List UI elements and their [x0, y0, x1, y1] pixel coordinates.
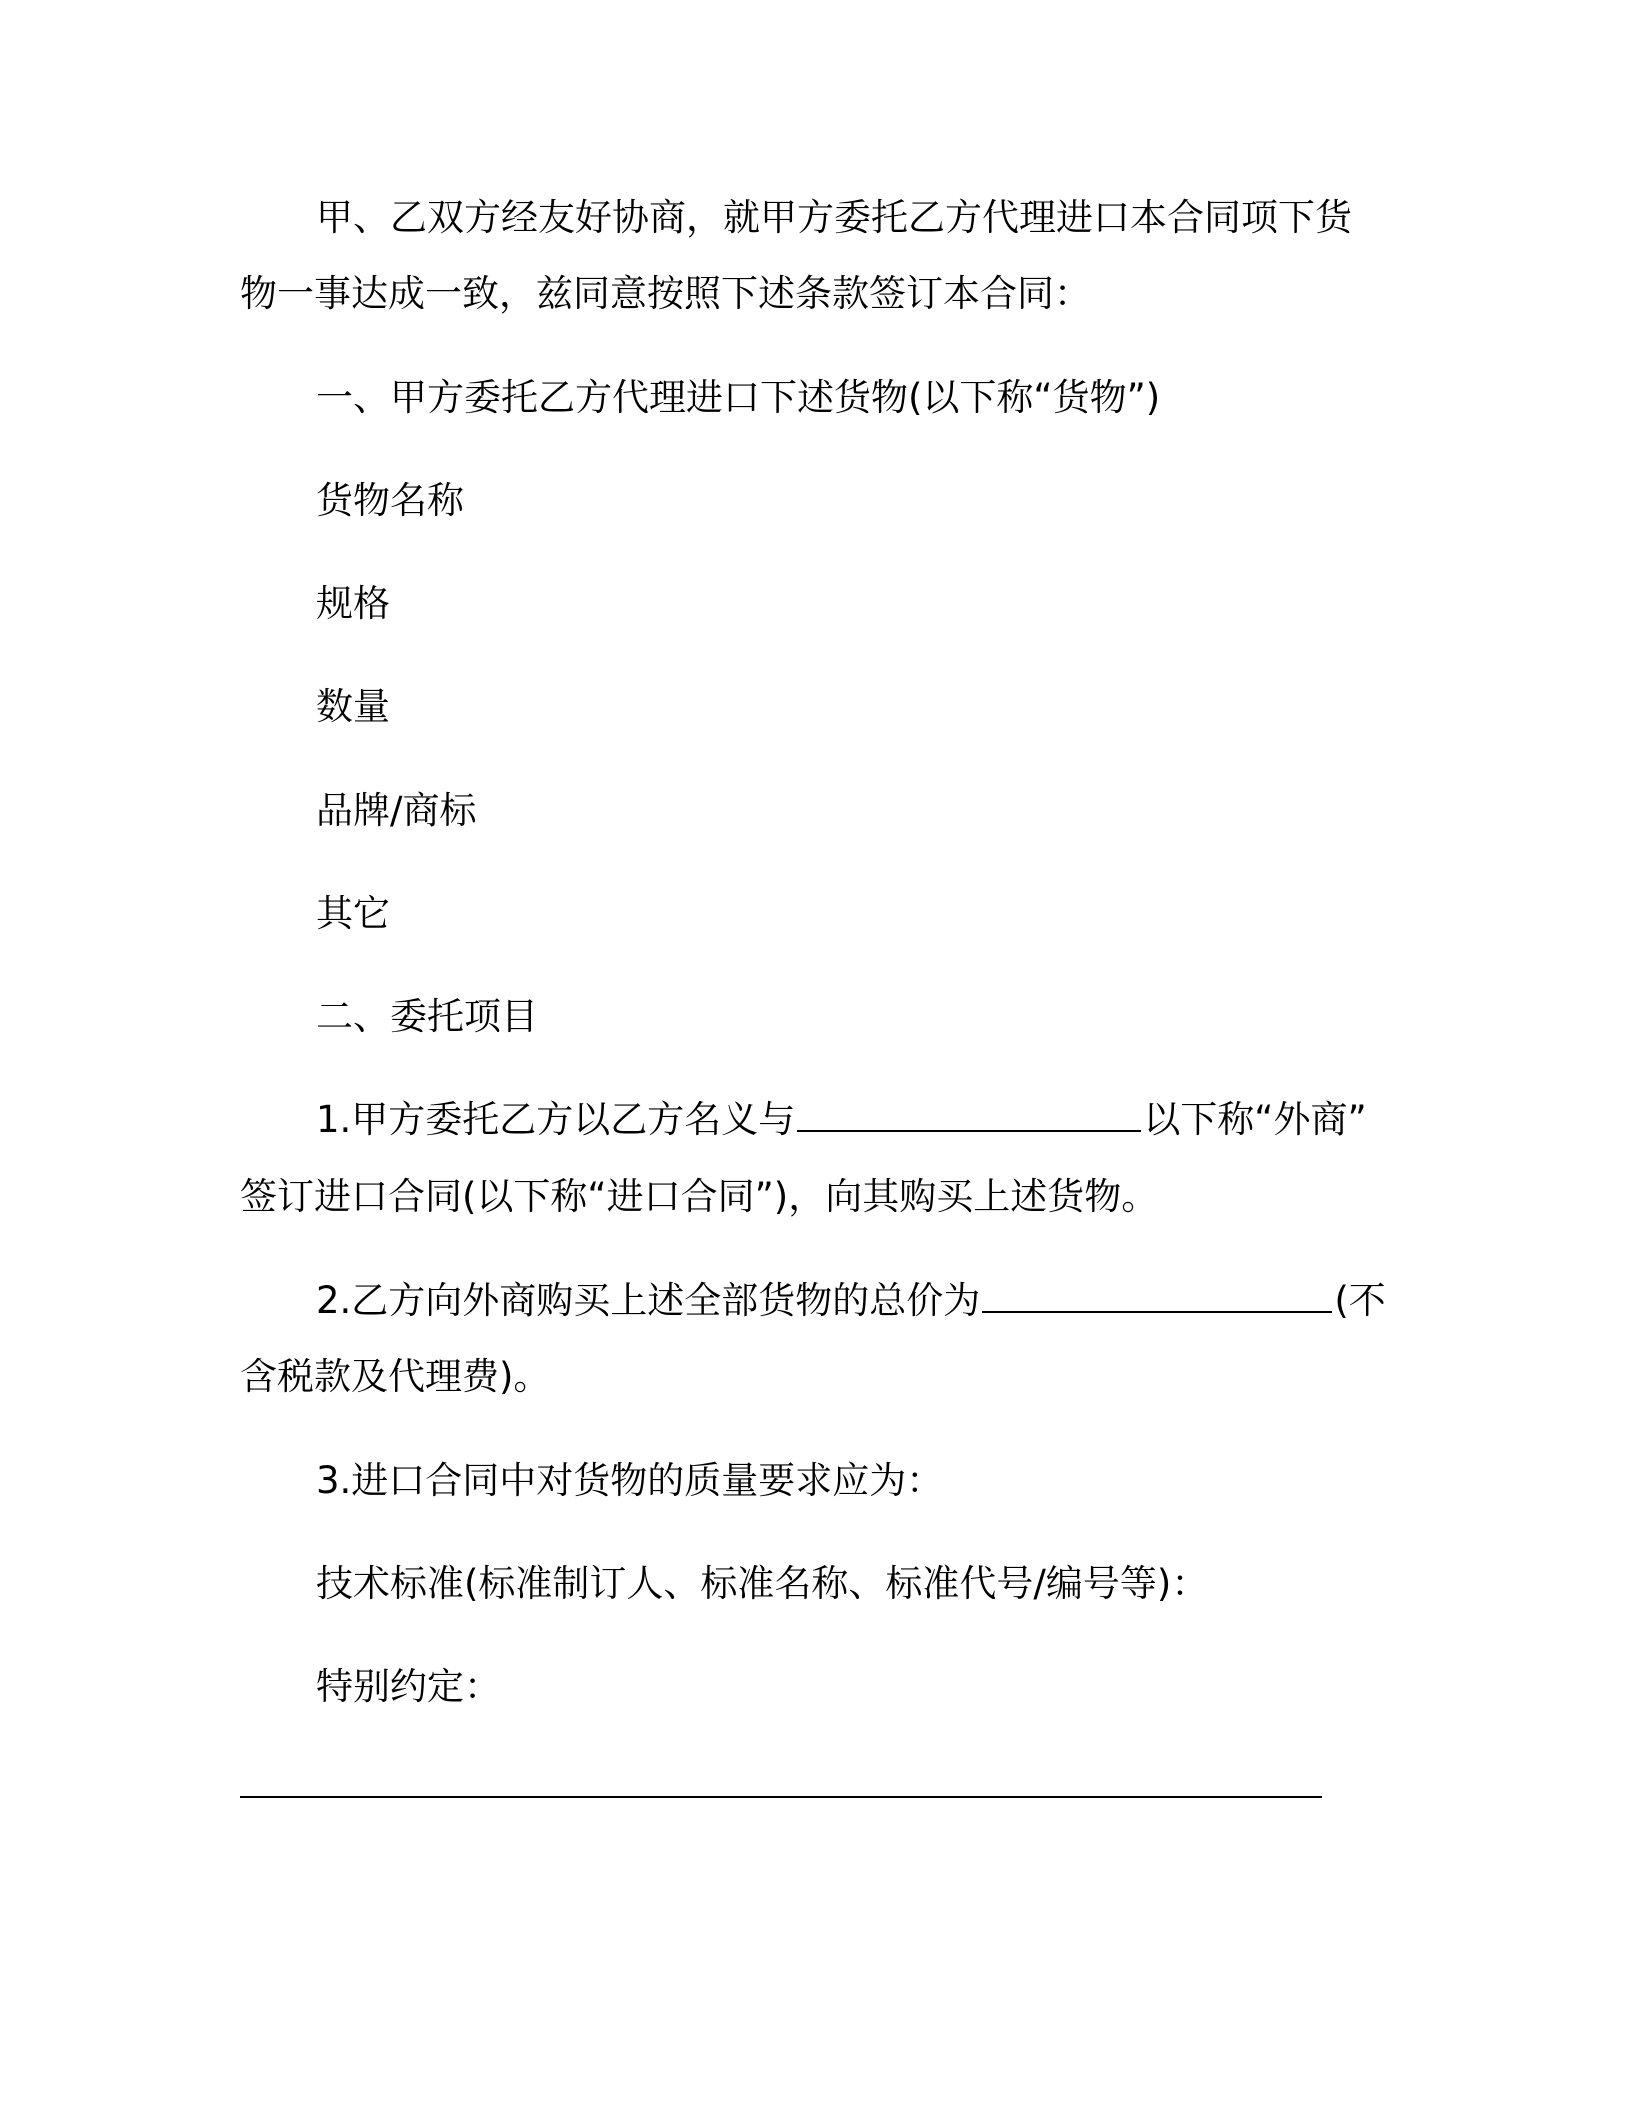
item-1-text-a: 1.甲方委托乙方以乙方名义与	[316, 1098, 796, 1141]
section-2-heading: 二、委托项目	[316, 995, 538, 1038]
intro-line-1: 甲、乙双方经友好协商，就甲方委托乙方代理进口本合同项下货	[316, 196, 1352, 239]
blank-total-price[interactable]	[982, 1281, 1332, 1313]
item-2-line-2: 含税款及代理费)。	[240, 1355, 551, 1398]
item-2-line-1	[316, 1279, 1476, 1323]
blank-foreign-party[interactable]	[797, 1100, 1141, 1132]
item-2-text-a: 2.乙方向外商购买上述全部货物的总价为	[316, 1279, 981, 1322]
item-1-text-b: 以下称“外商”	[1143, 1098, 1367, 1141]
section-1-heading: 一、甲方委托乙方代理进口下述货物(以下称“货物”)	[316, 376, 1161, 419]
technical-standard: 技术标准(标准制订人、标准名称、标准代号/编号等)：	[316, 1562, 1209, 1605]
field-goods-name: 货物名称	[316, 479, 464, 522]
special-agreement: 特别约定：	[316, 1665, 501, 1708]
field-quantity: 数量	[316, 685, 390, 728]
field-specification: 规格	[316, 582, 390, 625]
item-1-line-2: 签订进口合同(以下称“进口合同”)，向其购买上述货物。	[240, 1175, 1159, 1218]
field-brand: 品牌/商标	[316, 789, 477, 832]
item-2-text-b: (不	[1334, 1279, 1386, 1322]
item-3-text: 3.进口合同中对货物的质量要求应为：	[316, 1459, 944, 1502]
item-1-line-1	[316, 1098, 1476, 1142]
intro-line-2: 物一事达成一致，兹同意按照下述条款签订本合同：	[240, 272, 1091, 315]
special-agreement-blank-line[interactable]	[240, 1796, 1322, 1798]
field-other: 其它	[316, 892, 390, 935]
